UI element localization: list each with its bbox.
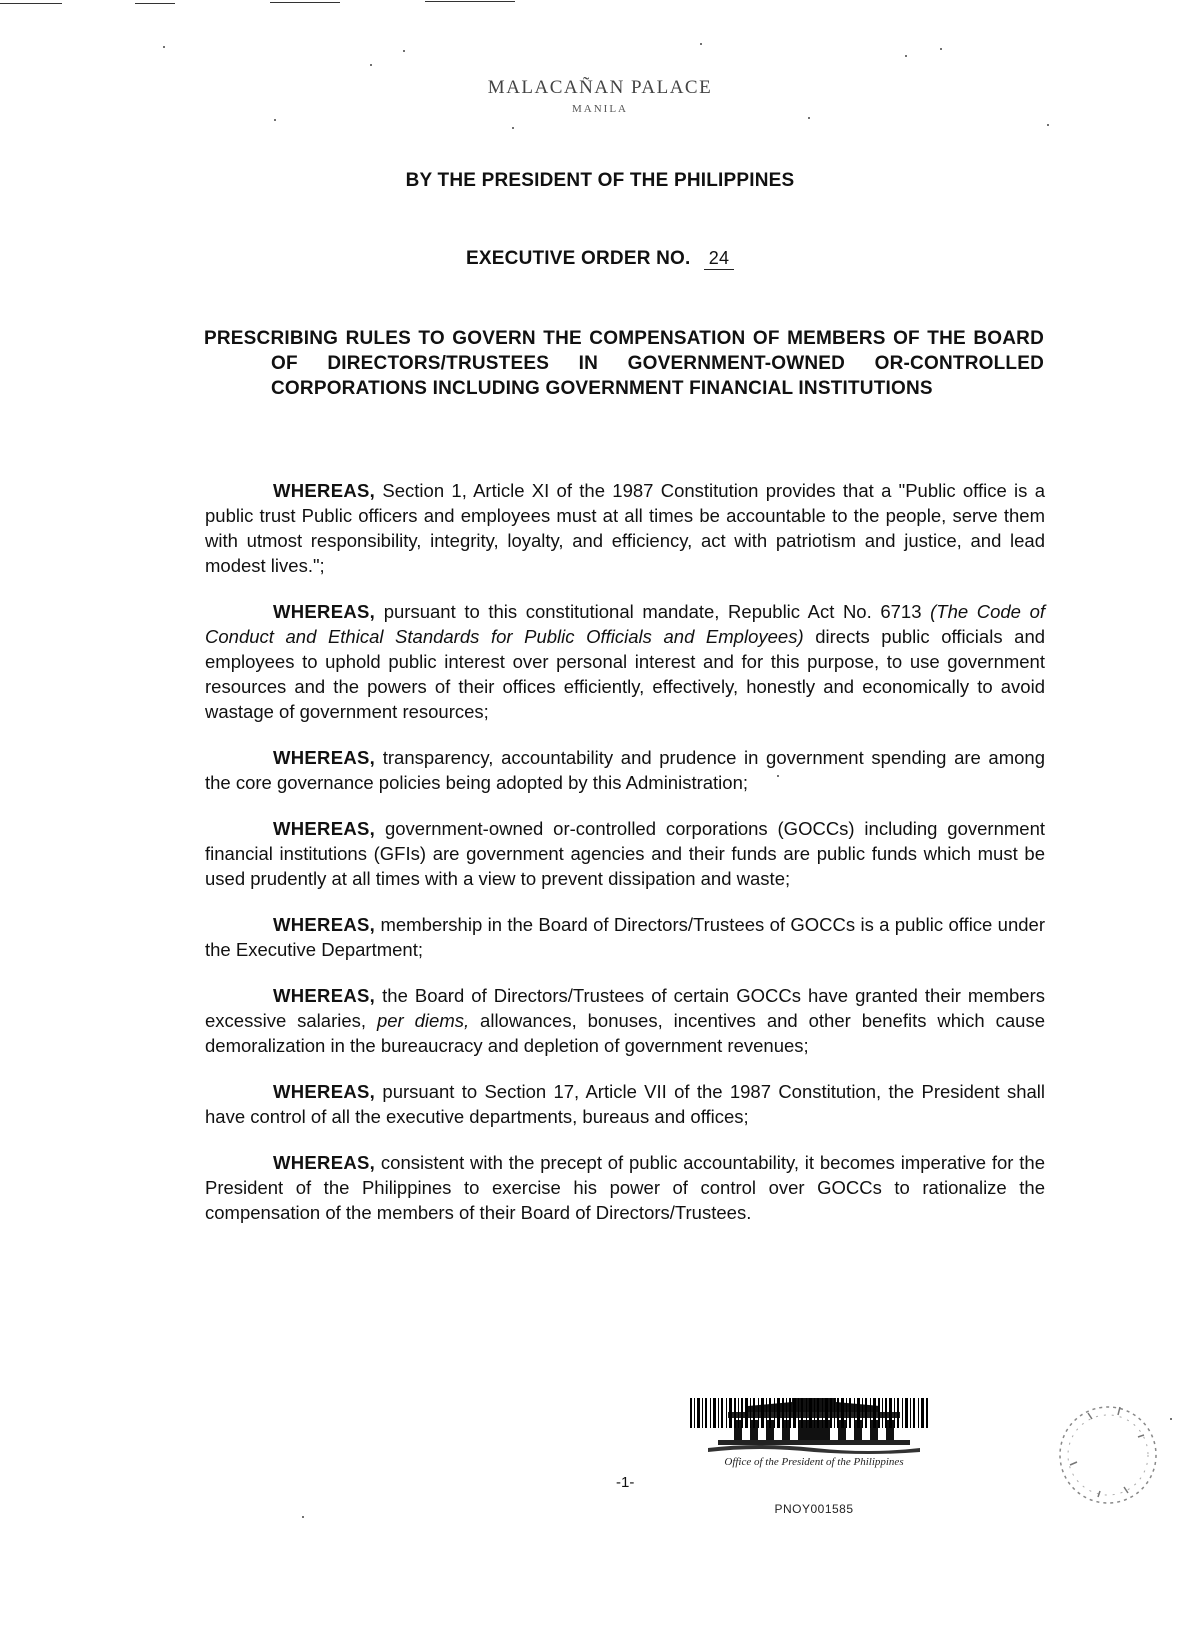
- scan-speck: [370, 64, 372, 66]
- scan-speck: [163, 46, 165, 48]
- clause-lead: WHEREAS,: [273, 601, 376, 622]
- whereas-clause-1: [205, 478, 1045, 578]
- order-title-block: [204, 326, 1044, 401]
- scan-speck: [1170, 1418, 1172, 1420]
- whereas-clauses: [205, 478, 1045, 1246]
- clause-lead: WHEREAS,: [273, 818, 376, 839]
- barcode-id: PNOY001585: [774, 1502, 854, 1516]
- clause-lead: WHEREAS,: [273, 914, 376, 935]
- issuer-heading: BY THE PRESIDENT OF THE PHILIPPINES: [405, 170, 795, 191]
- scan-artifact: [135, 3, 175, 4]
- clause-text: membership in the Board of Directors/Trustees of GOCCs is a public office under the Executive Department;: [205, 914, 1046, 960]
- clause-text: consistent with the precept of public accountability, it becomes imperative for the President of the Philippines to exercise his power of control over GOCCs to rationalize the compensation of the members of their Board of Directors/Trustees.: [205, 1152, 1045, 1223]
- scan-artifact: [0, 3, 62, 4]
- clause-italic-text: per diems,: [376, 1010, 470, 1031]
- clause-lead: WHEREAS,: [273, 985, 376, 1006]
- clause-text: pursuant to Section 17, Article VII of the 1987 Constitution, the President shall have control of all the executive departments, bureaus and offices;: [205, 1081, 1045, 1127]
- circular-stamp-icon: [1048, 1395, 1168, 1515]
- letterhead-title: MALACAÑAN PALACE: [487, 77, 713, 98]
- clause-text: Section 1, Article XI of the 1987 Constitution provides that a "Public office is a public trust Public officers and employees must at all times be accountable to the people, serve them with utmost responsibility, integrity, loyalty, and efficiency, act with patriotism and justice, and lead modest lives.";: [205, 480, 1045, 576]
- scan-speck: [940, 48, 942, 50]
- scan-speck: [403, 50, 405, 52]
- whereas-clause-5: [205, 912, 1045, 962]
- scan-speck: [512, 127, 514, 129]
- order-title: PRESCRIBING RULES TO GOVERN THE COMPENSATION OF MEMBERS OF THE BOARD OF DIRECTORS/TRUSTEES IN GOVERNMENT-OWNED OR-CONTROLLED CORPORATIONS INCLUDING GOVERNMENT FINANCIAL INSTITUTIONS: [204, 328, 1044, 399]
- clause-lead: WHEREAS,: [273, 480, 376, 501]
- whereas-clause-3: [205, 745, 1045, 795]
- clause-text: government-owned or-controlled corporations (GOCCs) including government financial institutions (GFIs) are government agencies and their funds are public funds which must be used prudently at all times with a view to prevent dissipation and waste;: [205, 818, 1045, 889]
- scan-artifact: [425, 1, 515, 2]
- whereas-clause-7: [205, 1079, 1045, 1129]
- seal-caption: Office of the President of the Philippines: [724, 1456, 904, 1468]
- clause-text: directs public officials and employees to uphold public interest over personal interest and for this purpose, to use government resources and the powers of their offices efficiently, effectively, honestly and economically to avoid wastage of government resources;: [205, 626, 1046, 722]
- whereas-clause-8: [205, 1150, 1045, 1225]
- whereas-clause-4: [205, 816, 1045, 891]
- clause-text: transparency, accountability and prudence in government spending are among the core governance policies being adopted by this Administration;: [205, 747, 1045, 793]
- clause-lead: WHEREAS,: [273, 1081, 376, 1102]
- clause-lead: WHEREAS,: [273, 747, 376, 768]
- executive-order-heading: [0, 248, 1200, 270]
- executive-order-number: 24: [704, 248, 734, 270]
- office-seal-block: [688, 1398, 940, 1516]
- scan-speck: [1047, 124, 1049, 126]
- scan-speck: [808, 117, 810, 119]
- whereas-clause-2: [205, 599, 1045, 724]
- clause-italic-text: (The Code of Conduct and Ethical Standards for Public Officials and Employees): [205, 601, 1046, 647]
- page-number: -1-: [616, 1474, 635, 1491]
- clause-text: the Board of Directors/Trustees of certain GOCCs have granted their members excessive salaries,: [205, 985, 1045, 1031]
- clause-text: pursuant to this constitutional mandate, Republic Act No. 6713: [383, 601, 922, 622]
- clause-text: allowances, bonuses, incentives and other benefits which cause demoralization in the bureaucracy and depletion of government revenues;: [205, 1010, 1045, 1056]
- executive-order-label: EXECUTIVE ORDER NO.: [466, 248, 691, 269]
- whereas-clause-6: [205, 983, 1045, 1058]
- scan-speck: [302, 1516, 304, 1518]
- scan-artifact: [270, 2, 340, 3]
- scan-speck: [905, 55, 907, 57]
- barcode-icon: [688, 1398, 932, 1428]
- letterhead-subtitle: MANILA: [572, 103, 628, 115]
- clause-lead: WHEREAS,: [273, 1152, 376, 1173]
- scan-speck: [700, 43, 702, 45]
- scan-speck: [274, 119, 276, 121]
